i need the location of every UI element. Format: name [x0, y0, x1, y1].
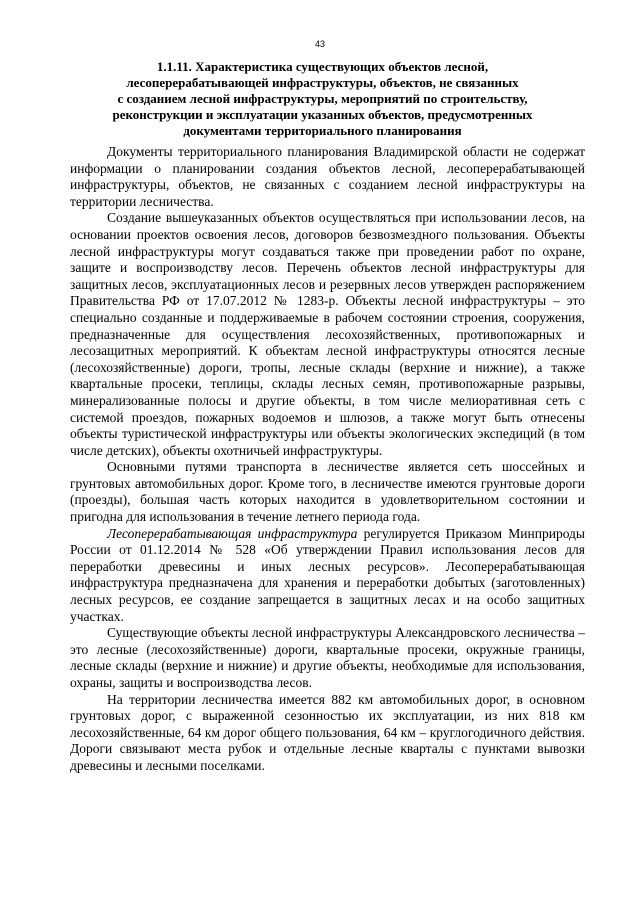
paragraph-3: Основными путями транспорта в лесничестве является сеть шоссейных и грунтовых автомобильных дорог. Кроме того, в лесничестве имеются грунтовые дороги (проезды), большая часть которых находится в удовлетворительном состоянии и пригодна для использования в течение летнего периода года.	[70, 459, 585, 525]
paragraph-4-text: регулируется Приказом Минприроды России от 01.12.2014 № 528 «Об утверждении Правил использования лесов для переработки древесины и иных лесных ресурсов». Лесоперерабатывающая инфраструктура предназначена для хранения и переработки добытых (заготовленных) лесных ресурсов, ее создание запрещается в защитных лесах и на особо защитных участках.	[70, 525, 585, 624]
paragraph-6: На территории лесничества имеется 882 км автомобильных дорог, в основном грунтовых дорог, с выраженной сезонностью их эксплуатации, из них 818 км лесохозяйственные, 64 км дорог общего пользования, 64 км – круглогодичного действия. Дороги связывают места рубок и отдельные лесные кварталы с пунктами вывозки древесины и лесными поселками.	[70, 691, 585, 773]
paragraph-1: Документы территориального планирования Владимирской области не содержат информации о планировании создания объектов лесной, лесоперерабатывающей инфраструктуры, объектов, не связанных с созданием лесной инфраструктуры на территории лесничества.	[70, 144, 585, 209]
paragraph-4-italic-lead: Лесоперерабатывающая инфраструктура	[107, 525, 358, 541]
body-text	[70, 144, 585, 775]
paragraph-2: Создание вышеуказанных объектов осуществляться при использовании лесов, на основании проектов освоения лесов, договоров безвозмездного пользования. Объекты лесной инфраструктуры могут создаваться также при проведении работ по охране, защите и воспроизводству лесов. Перечень объектов лесной инфраструктуры для защитных лесов, эксплуатационных лесов и резервных лесов утвержден распоряжением Правительства РФ от 17.07.2012 № 1283-р. Объекты лесной инфраструктуры – это специально созданные и поддерживаемые в рабочем состоянии строения, сооружения, предназначенные для осуществления лесохозяйственных, противопожарных и лесозащитных мероприятий. К объектам лесной инфраструктуры относятся лесные (лесохозяйственные) дороги, тропы, лесные склады (верхние и нижние), а также квартальные просеки, теплицы, склады лесных семян, противопожарные разрывы, минерализованные полосы и другие объекты, в том числе мелиоративная сеть с системой проездов, пожарных водоемов и шлюзов, а также могут быть отнесены объекты туристической инфраструктуры или объекты экологических экспедиций (в том числе детских), объекты охотничьей инфраструктуры.	[70, 210, 585, 458]
section-title	[70, 59, 575, 139]
title-line-3: с созданием лесной инфраструктуры, мероприятий по строительству,	[117, 91, 528, 106]
title-line-5: документами территориального планирования	[183, 123, 462, 138]
page-number: 43	[314, 39, 325, 49]
title-line-4: реконструкции и эксплуатации указанных объектов, предусмотренных	[112, 107, 533, 122]
paragraph-4	[70, 526, 585, 626]
title-line-1: 1.1.11. Характеристика существующих объектов лесной,	[156, 59, 489, 74]
paragraph-5: Существующие объекты лесной инфраструктуры Александровского лесничества – это лесные (лесохозяйственные) дороги, квартальные просеки, окружные границы, лесные склады (верхние и нижние) и другие объекты, необходимые для использования, охраны, защиты и воспроизводства лесов.	[70, 625, 585, 690]
title-line-2: лесоперерабатывающей инфраструктуры, объектов, не связанных	[126, 75, 519, 90]
